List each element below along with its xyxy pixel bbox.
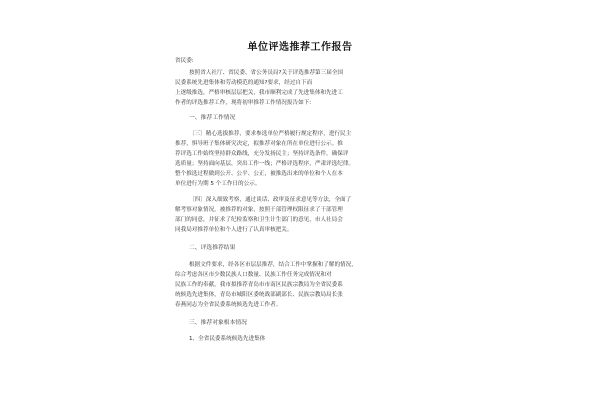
section2-p1-line-4: 统候选先进集体，青岛市城阳区委统战部副部长、民族宗教局局长张	[175, 292, 343, 298]
intro-line-1: 按照省人社厅、省民委、省公务员局?关于评选推荐第三届全国	[189, 70, 344, 76]
section1-p1-line-1: 〔三〕精心选拔推荐，要求参选单位严格履行规定程序，进行民主	[189, 131, 352, 137]
document-title: 单位评选推荐工作报告	[247, 42, 353, 53]
section2-p1-line-5: 春燕同志为全省民委系统候选先进工作者。	[175, 302, 282, 308]
section2-p1-line-1: 根据文件要求，经各区市层层推荐，结合工作中掌握和了解的情况，	[189, 262, 357, 268]
intro-line-2: 民委系统先进集体和劳动模范的通知?要求，经过自下而	[175, 80, 313, 86]
section3-item-1: 1、全省民委系统候选先进集体	[189, 336, 266, 342]
intro-line-4: 作者的评选推荐工作，现将初审推荐工作情况报告如下:	[175, 100, 312, 106]
section1-p1-line-2: 推荐，惧导班子集体研究决定，拟推荐对象在所在单位进行公示。推	[175, 141, 343, 147]
section1-p1-line-5: 整个推选过程做到公开、公平、公正，被推选出来的单位和个人在本	[175, 171, 343, 177]
section1-heading: 一、推荐工作情况	[189, 115, 236, 121]
section1-p1-line-4: 选质量；坚持面向基层，突出工作一线；严格评选程序，严肃评选纪律。	[175, 161, 355, 167]
section1-p2-line-2: 解考察对象情况，被推荐的对象，按照干部管理权限征求了干部管理	[175, 207, 343, 213]
section1-p1-line-3: 荐评选工作始终坚持群众路线，充分发扬民主；坚持评选条件，确保评	[175, 151, 349, 157]
intro-line-3: 上逐级推选，严格审核层层把关，我市顺利完成了先进集体和先进工	[175, 90, 343, 96]
section2-p1-line-3: 民族工作的奉献，我市拟推荐青岛市市南区民族宗教局为全省民委系	[175, 282, 343, 288]
salutation: 省民委:	[175, 58, 194, 64]
section1-p2-line-4: 同我局对推荐单位和个人进行了认真审核把关。	[175, 227, 293, 233]
section1-p2-line-3: 部门的同意，并征求了纪检监察和卫生计生部门的意见，市人社局会	[175, 217, 343, 223]
section2-heading: 二、评选推荐结果	[189, 245, 236, 251]
section1-p1-line-6: 单位进行为期 5 个工作日的公示。	[175, 181, 261, 187]
section1-p2-line-1: 〔四〕深入细致考察，通过谈话、政审及征求意见等方法，全面了	[189, 197, 352, 203]
section3-heading: 三、推荐对象根本情况	[189, 320, 247, 326]
section2-p1-line-2: 综合考虑各区市少数民族人口数量、民族工作任务完成情况和对	[175, 272, 332, 278]
